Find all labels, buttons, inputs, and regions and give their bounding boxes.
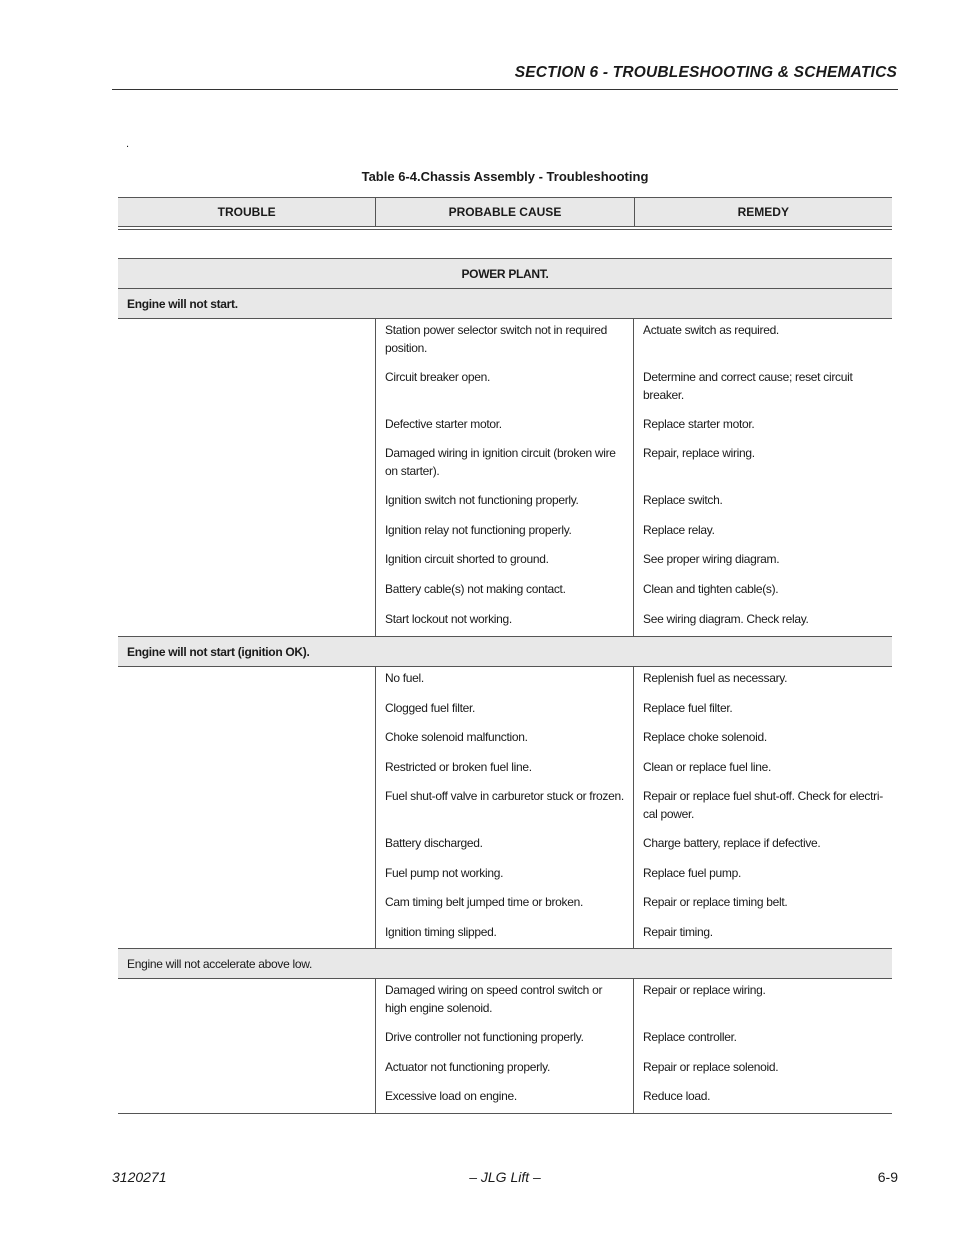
probable-cause-cell: Ignition relay not functioning properly. [385,523,572,537]
probable-cause-cell: Fuel pump not working. [385,866,504,880]
cause-remedy-group [118,318,892,636]
probable-cause-cell: No fuel. [385,671,424,685]
remedy-cell: Clean and tighten cable(s). [643,582,779,596]
remedy-cell: Replace starter motor. [643,417,755,431]
probable-cause-cell: Fuel shut-off valve in carburetor stuck or frozen. [385,789,624,803]
doc-number: 3120271 [112,1169,167,1185]
probable-cause-cell: Damaged wiring on speed control switch or high engine solenoid. [385,983,603,1015]
remedy-cell: Repair or replace solenoid. [643,1060,779,1074]
remedy-cell: Repair or replace fuel shut-off. Check for electri-cal power. [643,789,883,821]
stray-mark: . [126,138,130,150]
probable-cause-cell: Ignition circuit shorted to ground. [385,552,549,566]
trouble-column-blank [118,979,376,1113]
cause-remedy-group [118,978,892,1113]
probable-cause-cell: Circuit breaker open. [385,370,491,384]
remedy-column [634,319,892,636]
probable-cause-cell: Battery discharged. [385,836,483,850]
section-title: SECTION 6 - TROUBLESHOOTING & SCHEMATICS [514,64,897,81]
cause-column [376,979,634,1113]
remedy-cell: Replace relay. [643,523,715,537]
remedy-cell: Replace fuel pump. [643,866,741,880]
probable-cause-cell: Cam timing belt jumped time or broken. [385,895,584,909]
probable-cause-cell: Battery cable(s) not making contact. [385,582,566,596]
remedy-cell: Repair, replace wiring. [643,446,755,460]
remedy-cell: Repair or replace timing belt. [643,895,788,909]
column-header-trouble: TROUBLE [217,205,276,219]
remedy-cell: Repair or replace wiring. [643,983,766,997]
probable-cause-cell: Actuator not functioning properly. [385,1060,551,1074]
probable-cause-cell: Start lockout not working. [385,612,512,626]
cause-remedy-group [118,666,892,948]
probable-cause-cell: Defective starter motor. [385,417,502,431]
trouble-column-blank [118,667,376,948]
remedy-cell: Actuate switch as required. [643,323,779,337]
probable-cause-cell: Ignition switch not functioning properly. [385,493,579,507]
header-rule [112,89,898,90]
probable-cause-cell: Drive controller not functioning properly. [385,1030,584,1044]
probable-cause-cell: Excessive load on engine. [385,1089,517,1103]
remedy-cell: Replace fuel filter. [643,701,733,715]
probable-cause-cell: Restricted or broken fuel line. [385,760,532,774]
remedy-cell: Repair timing. [643,925,713,939]
trouble-column-blank [118,319,376,636]
remedy-cell: Reduce load. [643,1089,711,1103]
cause-column [376,667,634,948]
table-header [118,197,892,227]
remedy-column [634,979,892,1113]
remedy-column [634,667,892,948]
table-bottom-rule [118,1113,892,1114]
table-caption: Table 6-4.Chassis Assembly - Troubleshooting [361,169,649,184]
remedy-cell: Replenish fuel as necessary. [643,671,788,685]
remedy-cell: Determine and correct cause; reset circuit breaker. [643,370,853,402]
trouble-row: Engine will not start. [118,288,892,318]
probable-cause-cell: Clogged fuel filter. [385,701,476,715]
remedy-cell: See wiring diagram. Check relay. [643,612,809,626]
trouble-row: Engine will not start (ignition OK). [118,636,892,666]
column-header-remedy: REMEDY [634,198,892,226]
section-heading-row: POWER PLANT. [118,258,892,288]
remedy-cell: Replace switch. [643,493,723,507]
remedy-cell: Replace controller. [643,1030,737,1044]
table-body [118,258,892,1114]
probable-cause-cell: Damaged wiring in ignition circuit (broken wire on starter). [385,446,616,478]
remedy-cell: See proper wiring diagram. [643,552,780,566]
cause-column [376,319,634,636]
remedy-cell: Replace choke solenoid. [643,730,767,744]
column-header-probable-cause: PROBABLE CAUSE [375,198,633,226]
page-number: 6-9 [877,1169,898,1185]
trouble-row: Engine will not accelerate above low. [118,948,892,978]
remedy-cell: Clean or replace fuel line. [643,760,771,774]
probable-cause-cell: Choke solenoid malfunction. [385,730,528,744]
probable-cause-cell: Station power selector switch not in required position. [385,323,607,355]
remedy-cell: Charge battery, replace if defective. [643,836,821,850]
header-double-rule [118,229,892,230]
probable-cause-cell: Ignition timing slipped. [385,925,497,939]
publisher: – JLG Lift – [469,1169,541,1185]
